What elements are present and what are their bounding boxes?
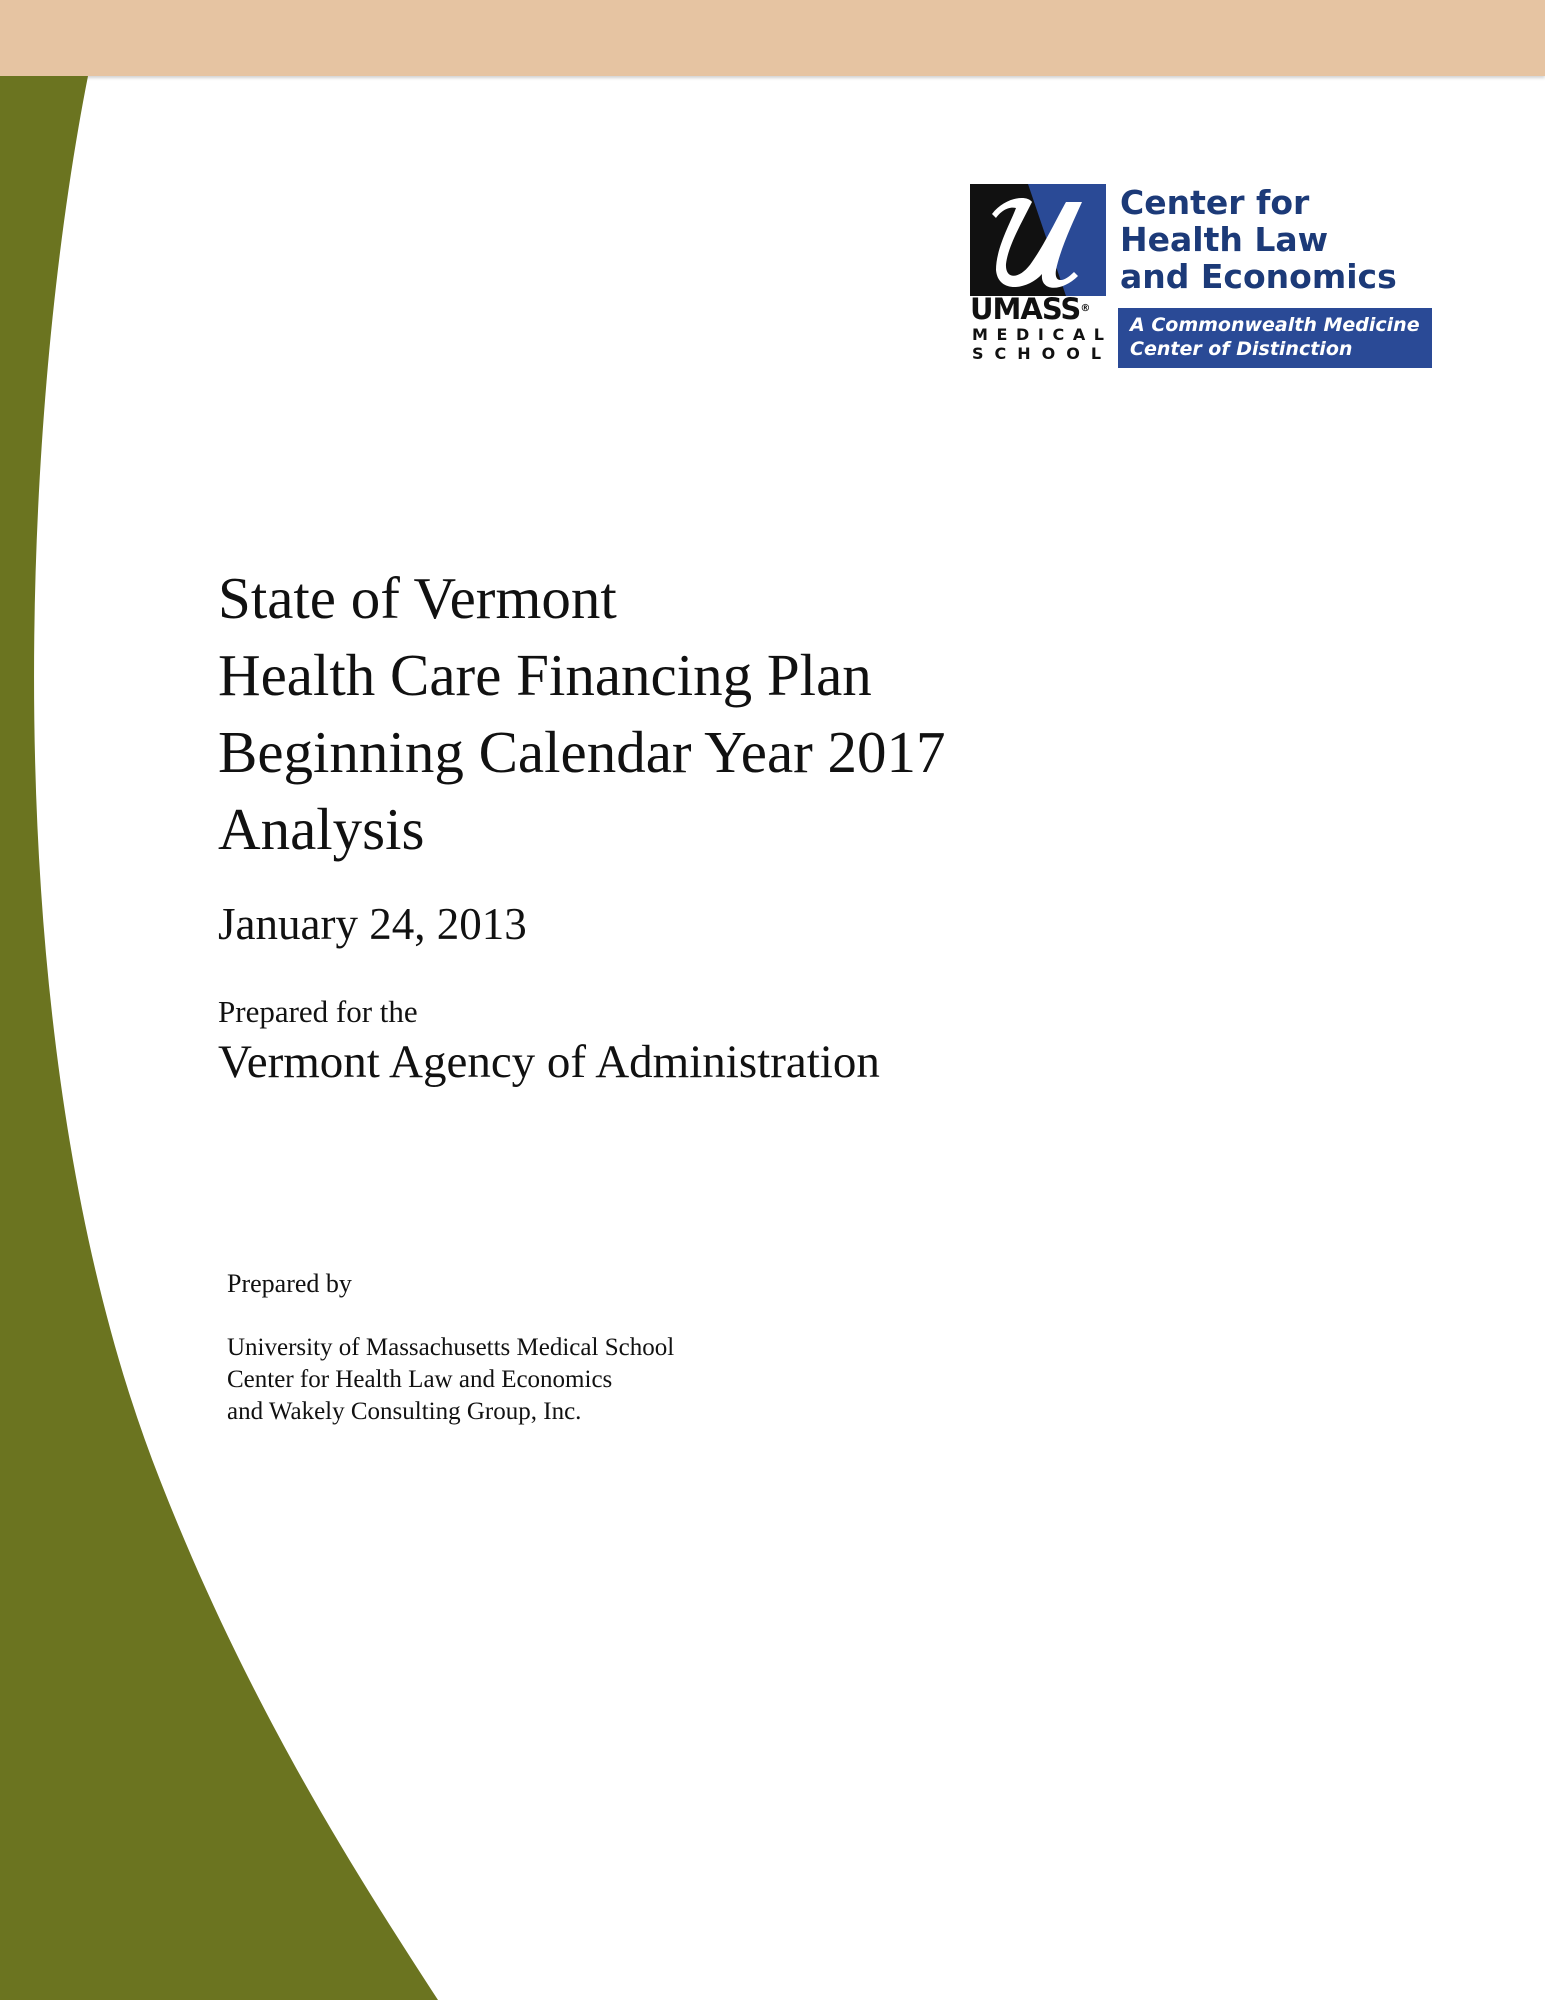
registered-mark: ® — [1080, 303, 1091, 314]
preparer-line-2: Center for Health Law and Economics — [227, 1366, 613, 1393]
preparer-line-1: University of Massachusetts Medical School — [227, 1334, 675, 1361]
preparer-line-3: and Wakely Consulting Group, Inc. — [227, 1398, 582, 1425]
document-date: January 24, 2013 — [218, 899, 527, 949]
umass-u-mark-icon — [970, 184, 1106, 296]
title-line-2: Health Care Financing Plan — [218, 642, 872, 708]
logo-center-line-2: Health Law — [1120, 220, 1329, 259]
document-title — [218, 560, 946, 868]
logo-tagline-box — [1118, 308, 1432, 368]
logo-center-line-3: and Economics — [1120, 257, 1397, 296]
umass-chle-logo — [970, 184, 1432, 370]
prepared-for-label: Prepared for the — [218, 994, 418, 1029]
prepared-by-label: Prepared by — [227, 1269, 352, 1298]
preparer-list — [227, 1332, 674, 1428]
logo-tagline-line-1: A Commonwealth Medicine — [1130, 314, 1420, 336]
logo-tagline-line-2: Center of Distinction — [1130, 338, 1353, 360]
client-agency: Vermont Agency of Administration — [218, 1036, 880, 1088]
umass-text: UMASS — [970, 292, 1081, 326]
medical-wordmark: MEDICAL — [972, 325, 1113, 344]
title-line-1: State of Vermont — [218, 565, 617, 631]
title-line-3: Beginning Calendar Year 2017 — [218, 719, 946, 785]
title-line-4: Analysis — [218, 796, 425, 862]
umass-wordmark — [970, 294, 1110, 324]
logo-center-line-1: Center for — [1120, 183, 1310, 222]
school-wordmark: SCHOOL — [972, 344, 1113, 363]
